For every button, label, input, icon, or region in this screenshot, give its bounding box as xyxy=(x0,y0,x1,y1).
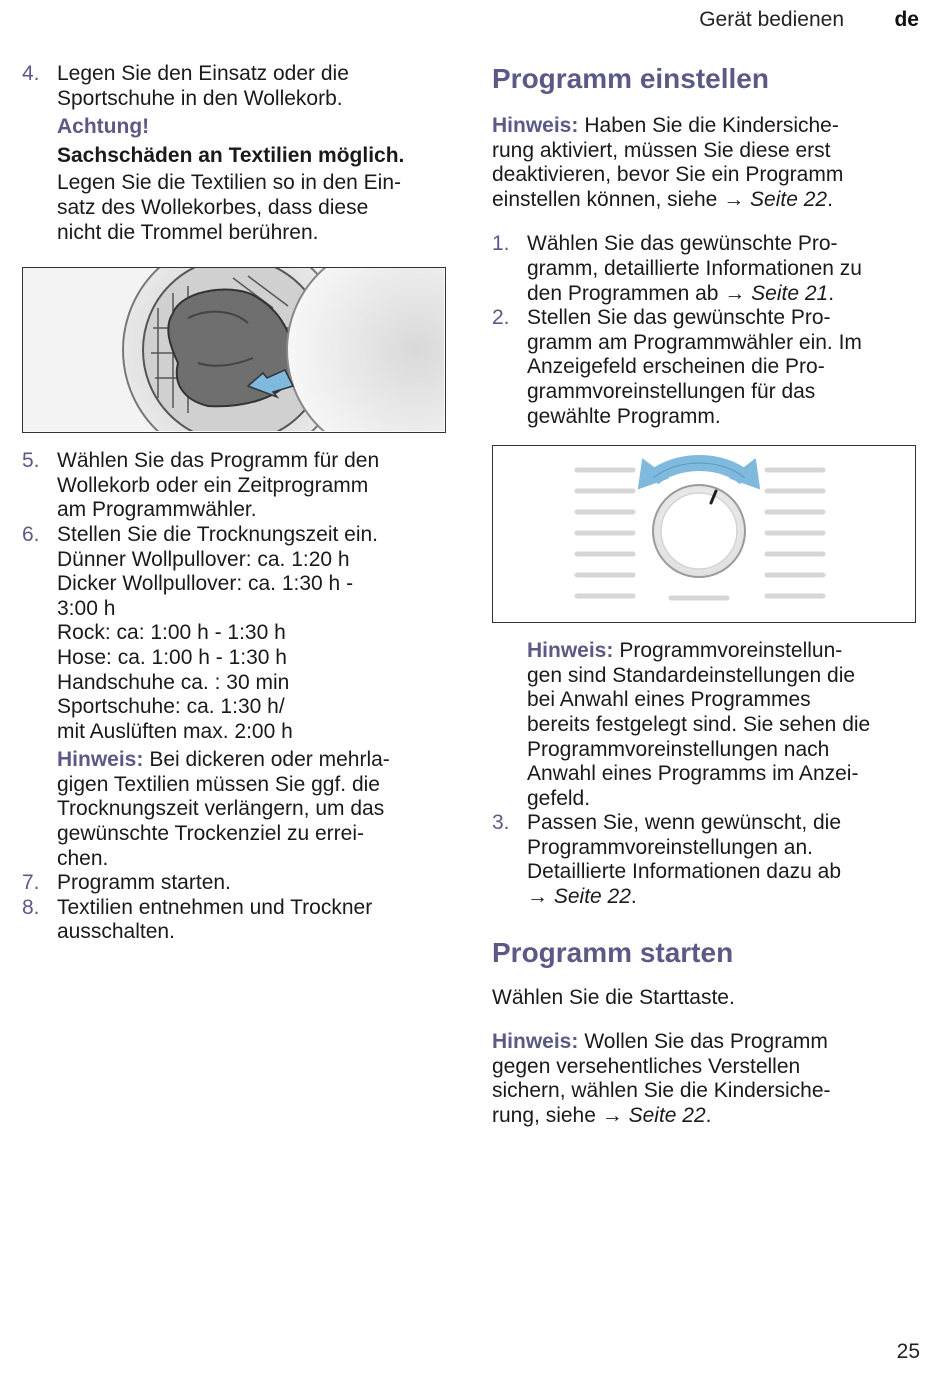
hinweis-text: rung, siehe xyxy=(492,1104,596,1128)
step-text: Programmvoreinstellungen an. xyxy=(527,835,813,859)
dryer-drum-drawing xyxy=(23,268,444,431)
warning-text: Legen Sie die Textilien so in den Ein- xyxy=(57,171,402,195)
hinweis-text: gegen versehentliches Verstellen xyxy=(492,1054,801,1078)
punctuation: . xyxy=(827,187,833,211)
step-8 xyxy=(22,896,452,945)
step-text: Wählen Sie das gewünschte Pro- xyxy=(527,232,838,256)
page-header xyxy=(0,8,950,38)
right-column xyxy=(492,62,922,1129)
hinweis-text: gefeld. xyxy=(527,786,591,810)
punctuation: . xyxy=(630,885,637,909)
step-3 xyxy=(492,811,922,909)
hinweis-programmvoreinstellungen xyxy=(492,639,922,811)
punctuation: . xyxy=(828,281,835,305)
step-text: Sportschuhe in den Wollekorb. xyxy=(57,86,343,110)
arrow-right-icon: → xyxy=(723,187,745,211)
page-reference: Seite 21 xyxy=(751,281,829,305)
program-selector-illustration xyxy=(492,445,916,623)
warning-text: nicht die Trommel berühren. xyxy=(57,220,319,244)
hinweis-text: Programmvoreinstellun- xyxy=(619,639,843,663)
hinweis-text: einstellen können, siehe xyxy=(492,187,718,211)
hinweis-label: Hinweis: xyxy=(492,1030,579,1054)
step-text: grammvoreinstellungen für das xyxy=(527,379,816,403)
punctuation: . xyxy=(705,1104,712,1128)
rotate-arrow-icon xyxy=(639,460,759,488)
warning-title: Sachschäden an Textilien möglich. xyxy=(57,143,405,167)
heading-programm-starten: Programm starten xyxy=(492,936,734,968)
arrow-right-icon: → xyxy=(724,281,746,305)
hinweis-label: Hinweis: xyxy=(492,114,579,137)
warning-text: satz des Wollekorbes, dass diese xyxy=(57,195,369,219)
left-column xyxy=(22,62,452,945)
hinweis-text: deaktivieren, bevor Sie ein Programm xyxy=(492,163,844,187)
step-text: mit Auslüften max. 2:00 h xyxy=(57,719,293,743)
hinweis-text: Bei dickeren oder mehrla- xyxy=(149,748,390,772)
step-text: Handschuhe ca. : 30 min xyxy=(57,670,290,694)
program-dial-drawing xyxy=(493,446,914,621)
hinweis-verstellen xyxy=(492,1030,922,1128)
step-text: Hose: ca. 1:00 h - 1:30 h xyxy=(57,645,287,669)
wool-basket-illustration xyxy=(22,267,446,433)
arrow-right-icon: → xyxy=(601,1104,623,1128)
step-number: 8. xyxy=(22,895,40,919)
step-text: Legen Sie den Einsatz oder die xyxy=(57,62,349,85)
page-reference: Seite 22 xyxy=(628,1104,706,1128)
page-reference: Seite 22 xyxy=(553,885,631,909)
step-4 xyxy=(22,62,452,245)
step-number: 4. xyxy=(22,62,40,85)
hinweis-block xyxy=(57,748,452,871)
step-text: Sportschuhe: ca. 1:30 h/ xyxy=(57,695,285,719)
step-1 xyxy=(492,232,922,306)
hinweis-text: Programmvoreinstellungen nach xyxy=(527,737,830,761)
step-number: 7. xyxy=(22,871,40,895)
hinweis-text: sichern, wählen Sie die Kindersiche- xyxy=(492,1079,831,1103)
step-text: Textilien entnehmen und Trockner xyxy=(57,895,373,919)
page-reference: Seite 22 xyxy=(750,187,828,211)
step-text: Detaillierte Informationen dazu ab xyxy=(527,860,842,884)
hinweis-text: gen sind Standardeinstellungen die xyxy=(527,663,856,687)
language-code: de xyxy=(894,8,919,31)
heading-programm-einstellen: Programm einstellen xyxy=(492,63,769,94)
hinweis-text: chen. xyxy=(57,846,109,870)
step-text: Stellen Sie das gewünschte Pro- xyxy=(527,306,831,330)
step-text: Wählen Sie das Programm für den xyxy=(57,449,380,473)
step-text: ausschalten. xyxy=(57,920,175,944)
step-text: Anzeigefeld erscheinen die Pro- xyxy=(527,355,825,379)
step-number: 5. xyxy=(22,449,40,473)
step-5 xyxy=(22,449,452,523)
hinweis-text: bei Anwahl eines Programmes xyxy=(527,688,811,712)
hinweis-label: Hinweis: xyxy=(57,748,144,772)
hinweis-label: Hinweis: xyxy=(527,639,614,663)
hinweis-text: Haben Sie die Kindersiche- xyxy=(584,114,839,137)
step-number: 2. xyxy=(492,306,510,330)
step-number: 6. xyxy=(22,522,40,546)
hinweis-text: rung aktiviert, müssen Sie diese erst xyxy=(492,138,831,162)
step-text: gramm am Programmwähler ein. Im xyxy=(527,330,862,354)
step-6 xyxy=(22,523,452,871)
hinweis-text: gigen Textilien müssen Sie ggf. die xyxy=(57,772,380,796)
section-title: Gerät bedienen xyxy=(699,8,844,31)
step-7 xyxy=(22,871,452,896)
hinweis-text: gewünschte Trockenziel zu errei- xyxy=(57,822,364,846)
warning-label: Achtung! xyxy=(57,115,150,139)
warning-block xyxy=(57,115,452,245)
step-text: 3:00 h xyxy=(57,596,116,620)
hinweis-text: Trocknungszeit verlängern, um das xyxy=(57,797,385,821)
step-text: am Programmwähler. xyxy=(57,498,257,522)
starten-text xyxy=(492,986,922,1011)
arrow-right-icon: → xyxy=(527,885,548,909)
hinweis-text: Anwahl eines Programms im Anzei- xyxy=(527,762,859,786)
step-text: gewählte Programm. xyxy=(527,404,721,428)
hinweis-kindersicherung xyxy=(492,114,922,212)
hinweis-text: Wollen Sie das Programm xyxy=(584,1030,828,1054)
step-text: Wollekorb oder ein Zeitprogramm xyxy=(57,473,369,497)
step-2 xyxy=(492,306,922,429)
step-text: Passen Sie, wenn gewünscht, die xyxy=(527,811,842,835)
step-number: 1. xyxy=(492,232,510,256)
step-text: den Programmen ab xyxy=(527,281,719,305)
step-number: 3. xyxy=(492,811,510,835)
hinweis-text: bereits festgelegt sind. Sie sehen die xyxy=(527,712,871,736)
page-number: 25 xyxy=(896,1340,920,1363)
step-text: Dünner Wollpullover: ca. 1:20 h xyxy=(57,547,350,571)
step-text: Rock: ca: 1:00 h - 1:30 h xyxy=(57,621,286,645)
step-text: Dicker Wollpullover: ca. 1:30 h - xyxy=(57,572,354,596)
step-text: Stellen Sie die Trocknungszeit ein. xyxy=(57,522,379,546)
body-text: Wählen Sie die Starttaste. xyxy=(492,985,735,1009)
step-text: Programm starten. xyxy=(57,871,231,895)
step-text: gramm, detaillierte Informationen zu xyxy=(527,256,862,280)
